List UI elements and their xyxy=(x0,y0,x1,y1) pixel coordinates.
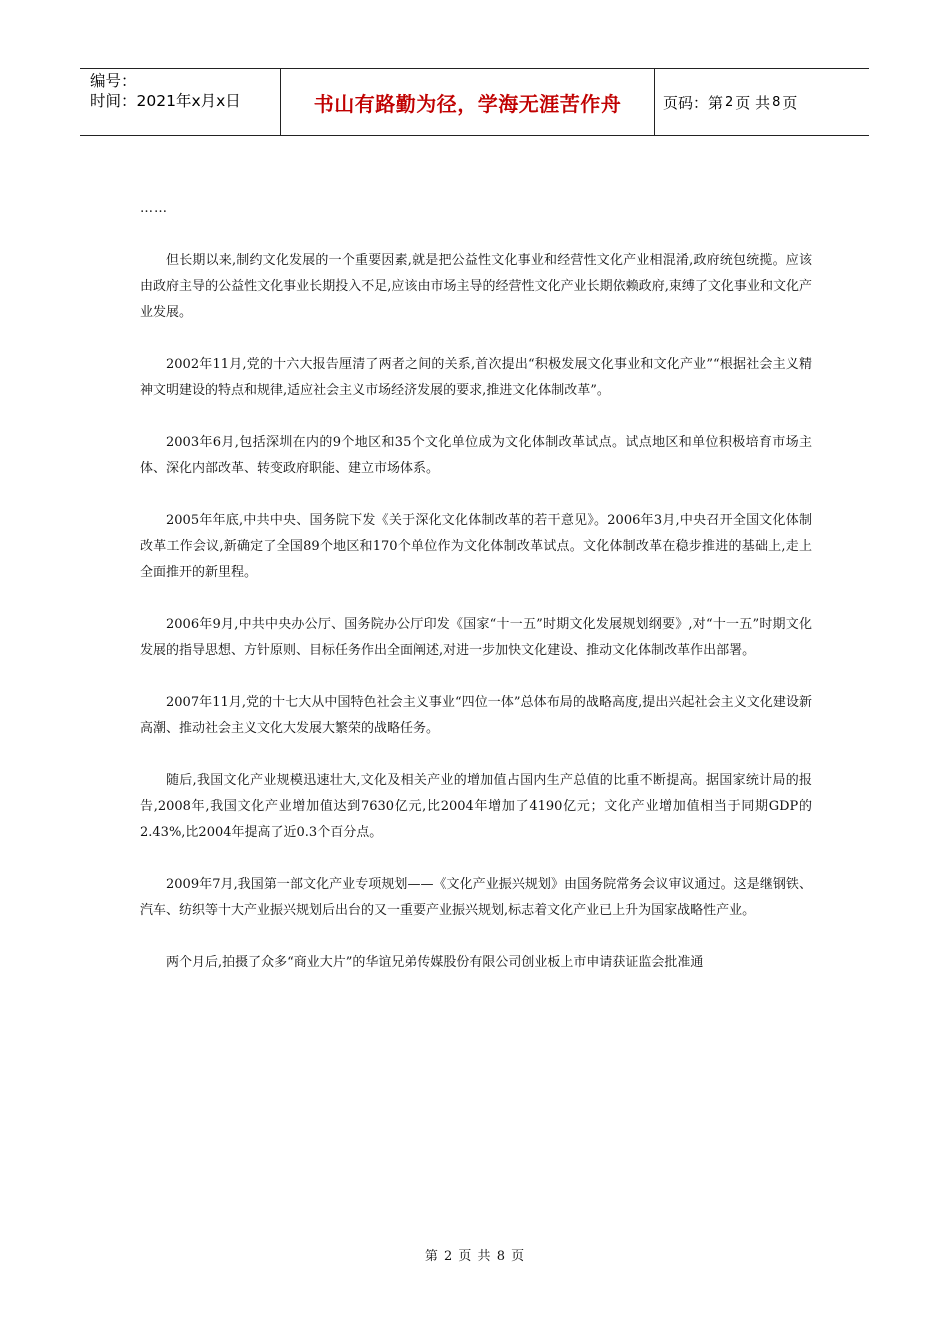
header-page-info xyxy=(655,69,869,135)
page-footer: 第 2 页 共 8 页 xyxy=(424,1249,526,1264)
header-meta-cell xyxy=(80,69,281,135)
document-header xyxy=(80,68,869,136)
document-body xyxy=(140,196,812,1002)
paragraph: 2009年7月,我国第一部文化产业专项规划——《文化产业振兴规划》由国务院常务会议审议通过。这是继钢铁、汽车、纺织等十大产业振兴规划后出台的又一重要产业振兴规划,标志着文化产业已上升为国家战略性产业。 xyxy=(140,877,812,918)
ellipsis: …… xyxy=(140,201,168,216)
page-middle: 页 共 xyxy=(735,93,771,112)
paragraph: 2002年11月,党的十六大报告厘清了两者之间的关系,首次提出“积极发展文化事业和文化产业”“根据社会主义精神文明建设的特点和规律,适应社会主义市场经济发展的要求,推进文化体制改革”。 xyxy=(140,357,812,398)
paragraph: 两个月后,拍摄了众多“商业大片”的华谊兄弟传媒股份有限公司创业板上市申请获证监会批准通 xyxy=(166,955,704,970)
paragraph: 随后,我国文化产业规模迅速壮大,文化及相关产业的增加值占国内生产总值的比重不断提高。据国家统计局的报告,2008年,我国文化产业增加值达到7630亿元,比2004年增加了4190亿元；文化产业增加值相当于同期GDP的2.43%,比2004年提高了近0.3个百分点。 xyxy=(140,773,812,840)
paragraph: 2006年9月,中共中央办公厅、国务院办公厅印发《国家“十一五”时期文化发展规划纲要》,对“十一五”时期文化发展的指导思想、方针原则、目标任务作出全面阐述,对进一步加快文化建设、推动文化体制改革作出部署。 xyxy=(140,617,812,658)
page-total: 8 xyxy=(772,94,781,110)
paragraph: 但长期以来,制约文化发展的一个重要因素,就是把公益性文化事业和经营性文化产业相混淆,政府统包统揽。应该由政府主导的公益性文化事业长期投入不足,应该由市场主导的经营性文化产业长期依赖政府,束缚了文化事业和文化产业发展。 xyxy=(140,253,812,320)
page-prefix: 页码：第 xyxy=(663,93,724,112)
time-label: 时间：2021年x月x日 xyxy=(90,92,241,110)
paragraph: 2003年6月,包括深圳在内的9个地区和35个文化单位成为文化体制改革试点。试点地区和单位积极培育市场主体、深化内部改革、转变政府职能、建立市场体系。 xyxy=(140,435,812,476)
page-current: 2 xyxy=(725,94,734,110)
header-motto: 书山有路勤为径，学海无涯苦作舟 xyxy=(281,69,655,135)
serial-number-label: 编号： xyxy=(90,72,137,90)
paragraph: 2005年年底,中共中央、国务院下发《关于深化文化体制改革的若干意见》。2006年3月,中央召开全国文化体制改革工作会议,新确定了全国89个地区和170个单位作为文化体制改革试点。文化体制改革在稳步推进的基础上,走上全面推开的新里程。 xyxy=(140,513,812,580)
paragraph: 2007年11月,党的十七大从中国特色社会主义事业“四位一体”总体布局的战略高度,提出兴起社会主义文化建设新高潮、推动社会主义文化大发展大繁荣的战略任务。 xyxy=(140,695,812,736)
page-suffix: 页 xyxy=(782,93,798,112)
